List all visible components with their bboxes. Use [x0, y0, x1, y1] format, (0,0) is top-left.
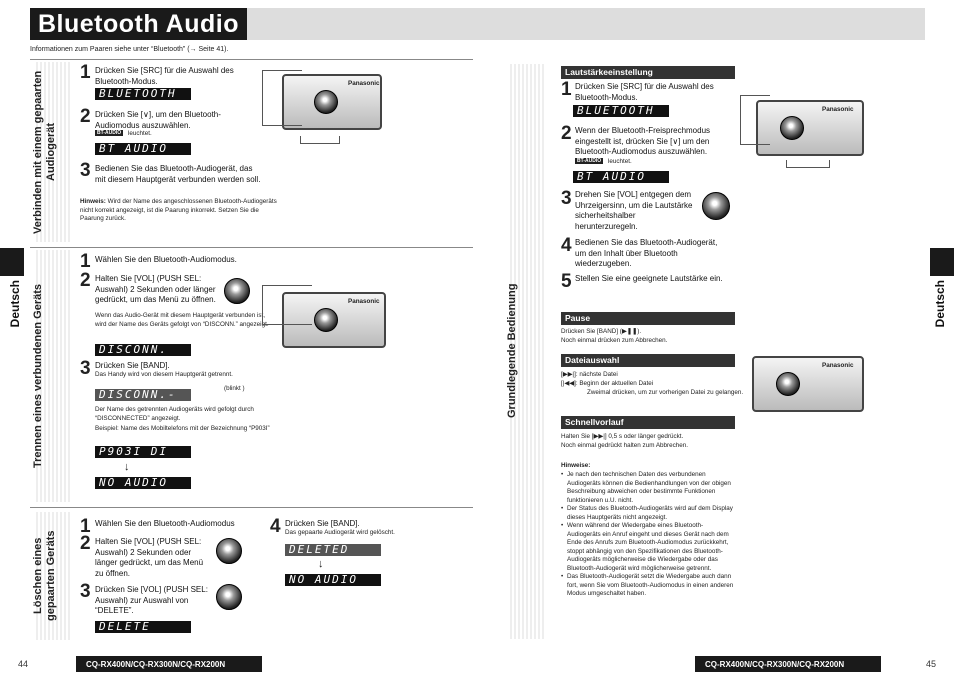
volume-knob-icon: [314, 90, 338, 114]
lcd-display: NO AUDIO: [95, 477, 191, 489]
step-text: Stellen Sie eine geeignete Lautstärke ein.: [575, 274, 723, 283]
note-label: Hinweis:: [80, 198, 106, 205]
lcd-display: NO AUDIO: [285, 574, 381, 586]
ff-text: Halten Sie [▶▶|] 0,5 s oder länger gedrückt.: [561, 433, 684, 440]
step-text: Bedienen Sie das Bluetooth-Audiogerät, um den Inhalt über Bluetooth wiederzugeben.: [575, 238, 718, 268]
brand-label: Panasonic: [348, 80, 380, 87]
step-number: 3: [80, 358, 91, 379]
step-number: 2: [80, 106, 91, 127]
section-label: Grundlegende Bedienung: [506, 283, 518, 419]
note-item: • Je nach den technischen Daten des verbundenen Audiogeräts können die Bedienhandlungen von der obigen Beschreibung abweichen oder bestimmte Funktionen funktionieren u.U. nicht.: [561, 471, 731, 504]
note-item: • Das Bluetooth-Audiogerät setzt die Wiedergabe auch dann fort, wenn Sie vom Bluetooth-Audiomodus in einen anderen Modus umgeschaltet haben.: [561, 573, 734, 597]
language-label: Deutsch: [933, 280, 947, 328]
callout-line: [740, 95, 770, 145]
step-text: Wählen Sie den Bluetooth-Audiomodus.: [95, 255, 237, 264]
ff-text: Noch einmal gedrückt halten zum Abbrechen.: [561, 442, 689, 449]
lcd-display: DELETE: [95, 621, 191, 633]
callout-line: [300, 136, 340, 144]
brand-label: Panasonic: [348, 298, 380, 305]
volume-knob-icon: [702, 192, 730, 220]
lcd-display: BLUETOOTH: [573, 105, 669, 117]
step-note: Wenn das Audio-Gerät mit diesem Hauptgerät verbunden ist, wird der Name des Geräts gefolgt von “DISCONN.” angezeigt.: [95, 312, 269, 328]
lcd-display: BT AUDIO: [573, 171, 669, 183]
example-text: Beispiel: Name des Mobiltelefons mit der Bezeichnung “P903I”: [95, 425, 270, 432]
lcd-display: DISCONN.: [95, 344, 191, 356]
blink-text: (blinkt ): [224, 385, 245, 392]
lit-text: leuchtet.: [128, 130, 152, 137]
file-text: [|◀◀]: Beginn der aktuellen Datei: [561, 380, 654, 387]
volume-knob-icon: [314, 308, 338, 332]
pause-text: Noch einmal drücken zum Abbrechen.: [561, 337, 668, 344]
after-text: Der Name des getrennten Audiogeräts wird gefolgt durch “DISCONNECTED” angezeigt.: [95, 406, 254, 422]
step-text: Drücken Sie [BAND].: [95, 361, 170, 370]
step-text: Halten Sie [VOL] (PUSH SEL: Auswahl) 2 Sekunden oder länger gedrückt, um das Menü zu öffnen.: [95, 537, 204, 578]
divider: [30, 59, 473, 60]
language-tab: [930, 248, 954, 276]
bt-audio-indicator: BT-AUDIO: [577, 158, 602, 164]
step-number: 1: [80, 62, 91, 83]
step-text: Drücken Sie [SRC] für die Auswahl des Bluetooth-Modus.: [95, 66, 234, 86]
step-number: 2: [80, 270, 91, 291]
step-text: Drehen Sie [VOL] entgegen dem Uhrzeigersinn, um die Lautstärke sicherheitshalber herunterzuregeln.: [575, 190, 693, 231]
step-number: 3: [561, 188, 572, 209]
step-text: Drücken Sie [SRC] für die Auswahl des Bluetooth-Modus.: [575, 82, 714, 102]
radio-illustration: [756, 100, 864, 156]
step-number: 3: [80, 581, 91, 602]
section-header: Schnellvorlauf: [561, 416, 735, 429]
step-number: 1: [561, 79, 572, 100]
section-label: Löschen eines gepaarten Geräts: [32, 530, 57, 622]
arrow-down-icon: ↓: [124, 461, 130, 473]
model-footer: CQ-RX400N/CQ-RX300N/CQ-RX200N: [76, 656, 262, 672]
language-label: Deutsch: [8, 280, 22, 328]
volume-knob-icon: [224, 278, 250, 304]
step-number: 5: [561, 271, 572, 292]
pause-text: Drücken Sie [BAND] (▶❚❚).: [561, 328, 642, 335]
lcd-display: BT AUDIO: [95, 143, 191, 155]
callout-line: [262, 285, 312, 325]
brand-label: Panasonic: [822, 362, 854, 369]
radio-illustration: [752, 356, 864, 412]
section-header: Lautstärkeeinstellung: [561, 66, 735, 79]
notes-label: Hinweise:: [561, 462, 591, 469]
info-line: Informationen zum Paaren siehe unter “Bluetooth” (→ Seite 41).: [30, 46, 229, 53]
bt-audio-indicator: BT-AUDIO: [97, 130, 122, 136]
step-number: 2: [80, 533, 91, 554]
language-tab: [0, 248, 24, 276]
model-footer: CQ-RX400N/CQ-RX300N/CQ-RX200N: [695, 656, 881, 672]
brand-label: Panasonic: [822, 106, 854, 113]
step-number: 3: [80, 160, 91, 181]
bullet-icon: •: [561, 471, 564, 478]
step-text: Drücken Sie [VOL] (PUSH SEL: Auswahl) zur Auswahl von “DELETE”.: [95, 585, 208, 615]
volume-knob-icon: [776, 372, 800, 396]
divider: [30, 507, 473, 508]
section-header: Dateiauswahl: [561, 354, 735, 367]
page-number: 44: [18, 659, 29, 669]
file-text: [▶▶|]: nächste Datei: [561, 371, 618, 378]
arrow-down-icon: ↓: [318, 558, 324, 570]
note: [80, 198, 280, 224]
lit-text: leuchtet.: [608, 158, 632, 165]
lcd-display: BLUETOOTH: [95, 88, 191, 100]
step-text: Wenn der Bluetooth-Freisprechmodus eingestellt ist, drücken Sie [∨] um den Bluetooth-Audiomodus auszuwählen.: [575, 126, 711, 156]
callout-line: [262, 70, 302, 126]
step-text: Halten Sie [VOL] (PUSH SEL: Auswahl) 2 Sekunden oder länger gedrückt, um das Menü zu öffnen.: [95, 274, 216, 304]
note-item: • Der Status des Bluetooth-Audiogeräts wird auf dem Display dieses Hauptgeräts nicht angezeigt.: [561, 505, 733, 521]
divider: [30, 247, 473, 248]
step-text: Drücken Sie [∨], um den Bluetooth-Audiomodus auszuwählen.: [95, 110, 221, 130]
volume-knob-icon: [216, 538, 242, 564]
page-title: Bluetooth Audio: [30, 8, 247, 40]
step-text: Wählen Sie den Bluetooth-Audiomodus: [95, 519, 235, 528]
step-sub: Das Handy wird von diesem Hauptgerät getrennt.: [95, 371, 233, 378]
section-header: Pause: [561, 312, 735, 325]
step-number: 4: [270, 516, 281, 537]
step-text: Drücken Sie [BAND].: [285, 519, 360, 528]
bullet-icon: •: [561, 505, 564, 512]
step-number: 4: [561, 235, 572, 256]
step-text: Bedienen Sie das Bluetooth-Audiogerät, das mit diesem Hauptgerät verbunden werden soll.: [95, 164, 261, 184]
lcd-display: DISCONN.-: [95, 389, 191, 401]
section-label: Trennen eines verbundenen Geräts: [32, 284, 44, 469]
step-number: 2: [561, 123, 572, 144]
page-number: 45: [926, 659, 937, 669]
lcd-display: DELETED: [285, 544, 381, 556]
callout-line: [786, 160, 830, 168]
file-text: Zweimal drücken, um zur vorherigen Datei zu gelangen.: [587, 389, 744, 396]
step-number: 1: [80, 516, 91, 537]
note-item: • Wenn während der Wiedergabe eines Bluetooth-Audiogeräts ein Anruf eingeht und dieses Gerät nach dem Ende des Anrufs zum Bluetooth-Audiomodus zurückkehrt, stoppt abhängig von den Spezifikationen des Bluetooth-Audiogeräts möglicherweise die Wiedergabe oder das Bluetooth-Audiogerät wird möglicherweise getrennt.: [561, 522, 729, 572]
volume-knob-icon: [780, 116, 804, 140]
bullet-icon: •: [561, 573, 564, 580]
notes-list: [561, 471, 736, 599]
bullet-icon: •: [561, 522, 564, 529]
volume-knob-icon: [216, 584, 242, 610]
step-number: 1: [80, 251, 91, 272]
lcd-display: P903I DI: [95, 446, 191, 458]
section-label: Verbinden mit einem gepaarten Audiogerät: [32, 70, 57, 234]
note-text: Wird der Name des angeschlossenen Bluetooth-Audiogeräts nicht korrekt angezeigt, ist die Paarung inkorrekt. Setzen Sie die Paarung zurück.: [80, 198, 277, 222]
step-sub: Das gepaarte Audiogerät wird gelöscht.: [285, 529, 395, 536]
